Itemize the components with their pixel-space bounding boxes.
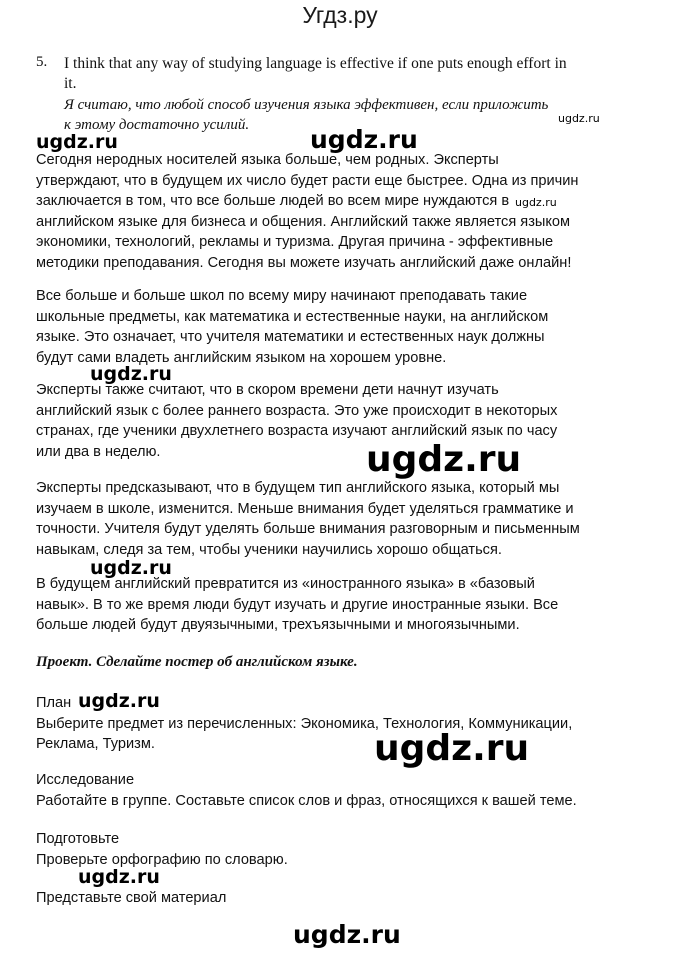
english-sentence bbox=[64, 54, 624, 94]
text-line: В будущем английский превратится из «иностранного языка» в «базовый bbox=[36, 576, 535, 592]
watermark: ugdz.ru bbox=[78, 690, 160, 712]
text-line: заключается в том, что все больше людей во всем мире нуждаются в bbox=[36, 193, 510, 209]
text-line: Выберите предмет из перечисленных: Экономика, Технология, Коммуникации, bbox=[36, 715, 573, 732]
watermark: ugdz.ru bbox=[90, 363, 172, 385]
paragraph-2 bbox=[36, 286, 636, 368]
text-line: экономики, технологий, рекламы и туризма. Другая причина - эффективные bbox=[36, 234, 554, 250]
plan-heading: План bbox=[36, 695, 72, 711]
text-line: английский язык с более раннего возраста. Это уже происходит в некоторых bbox=[36, 402, 558, 419]
english-line: it. bbox=[64, 75, 77, 92]
text-line: будут сами владеть английским языком на хорошем уровне. bbox=[36, 349, 447, 366]
text-line: навыкам, следя за тем, чтобы ученики научились хорошо общаться. bbox=[36, 541, 502, 558]
watermark: ugdz.ru bbox=[558, 112, 600, 125]
project-title: Проект. Сделайте постер об английском языке. bbox=[36, 654, 358, 670]
russian-line: Я считаю, что любой способ изучения языка эффективен, если приложить bbox=[64, 97, 549, 113]
watermark: ugdz.ru bbox=[78, 866, 160, 888]
present-section bbox=[36, 888, 636, 909]
watermark: ugdz.ru bbox=[515, 196, 557, 209]
paragraph-3 bbox=[36, 380, 636, 462]
text-line: методики преподавания. Сегодня вы можете изучать английский даже онлайн! bbox=[36, 254, 572, 271]
paragraph-1 bbox=[36, 150, 636, 273]
text-line: или два в неделю. bbox=[36, 443, 161, 460]
text-line: изучаем в школе, изменится. Меньше внимания будет уделяться грамматике и bbox=[36, 500, 574, 517]
paragraph-4 bbox=[36, 478, 636, 560]
russian-line: к этому достаточно усилий. bbox=[64, 117, 250, 133]
text-line: странах, где ученики двухлетнего возраста изучают английский язык по часу bbox=[36, 423, 558, 439]
text-line: английском языке для бизнеса и общения. Английский также является языком bbox=[36, 213, 571, 230]
watermark: ugdz.ru bbox=[374, 728, 530, 769]
watermark: ugdz.ru bbox=[366, 439, 522, 480]
text-line: Представьте свой материал bbox=[36, 890, 227, 906]
prepare-section bbox=[36, 829, 636, 870]
text-line: утверждают, что в будущем их число будет расти еще быстрее. Одна из причин bbox=[36, 172, 579, 189]
text-line: Реклама, Туризм. bbox=[36, 736, 155, 752]
site-header: Угдз.ру bbox=[302, 2, 378, 28]
watermark: ugdz.ru bbox=[36, 131, 118, 153]
text-line: Сегодня неродных носителей языка больше, чем родных. Эксперты bbox=[36, 152, 499, 168]
text-line: школьные предметы, как математика и естественные науки, на английском bbox=[36, 308, 549, 325]
text-line: Эксперты также считают, что в скором времени дети начнут изучать bbox=[36, 382, 499, 398]
watermark: ugdz.ru bbox=[293, 920, 401, 949]
item-number: 5. bbox=[36, 54, 48, 70]
text-line: Проверьте орфографию по словарю. bbox=[36, 851, 288, 868]
text-line: навык». В то же время люди будут изучать и другие иностранные языки. Все bbox=[36, 596, 559, 613]
text-line: языке. Это означает, что учителя математики и естественных наук должны bbox=[36, 329, 545, 345]
paragraph-5 bbox=[36, 574, 636, 636]
english-line: I think that any way of studying language is effective if one puts enough effort in bbox=[64, 55, 567, 72]
watermark: ugdz.ru bbox=[90, 557, 172, 579]
text-line: больше людей будут двуязычными, трехъязычными и многоязычными. bbox=[36, 617, 520, 633]
text-line: точности. Учителя будут уделять больше внимания разговорным и письменным bbox=[36, 521, 580, 537]
text-line: Все больше и больше школ по всему миру начинают преподавать такие bbox=[36, 288, 528, 304]
prepare-heading: Подготовьте bbox=[36, 831, 120, 847]
research-heading: Исследование bbox=[36, 772, 135, 788]
research-section bbox=[36, 770, 636, 811]
watermark: ugdz.ru bbox=[310, 125, 418, 154]
text-line: Работайте в группе. Составьте список слов и фраз, относящихся к вашей теме. bbox=[36, 792, 577, 809]
text-line: Эксперты предсказывают, что в будущем тип английского языка, который мы bbox=[36, 480, 560, 496]
